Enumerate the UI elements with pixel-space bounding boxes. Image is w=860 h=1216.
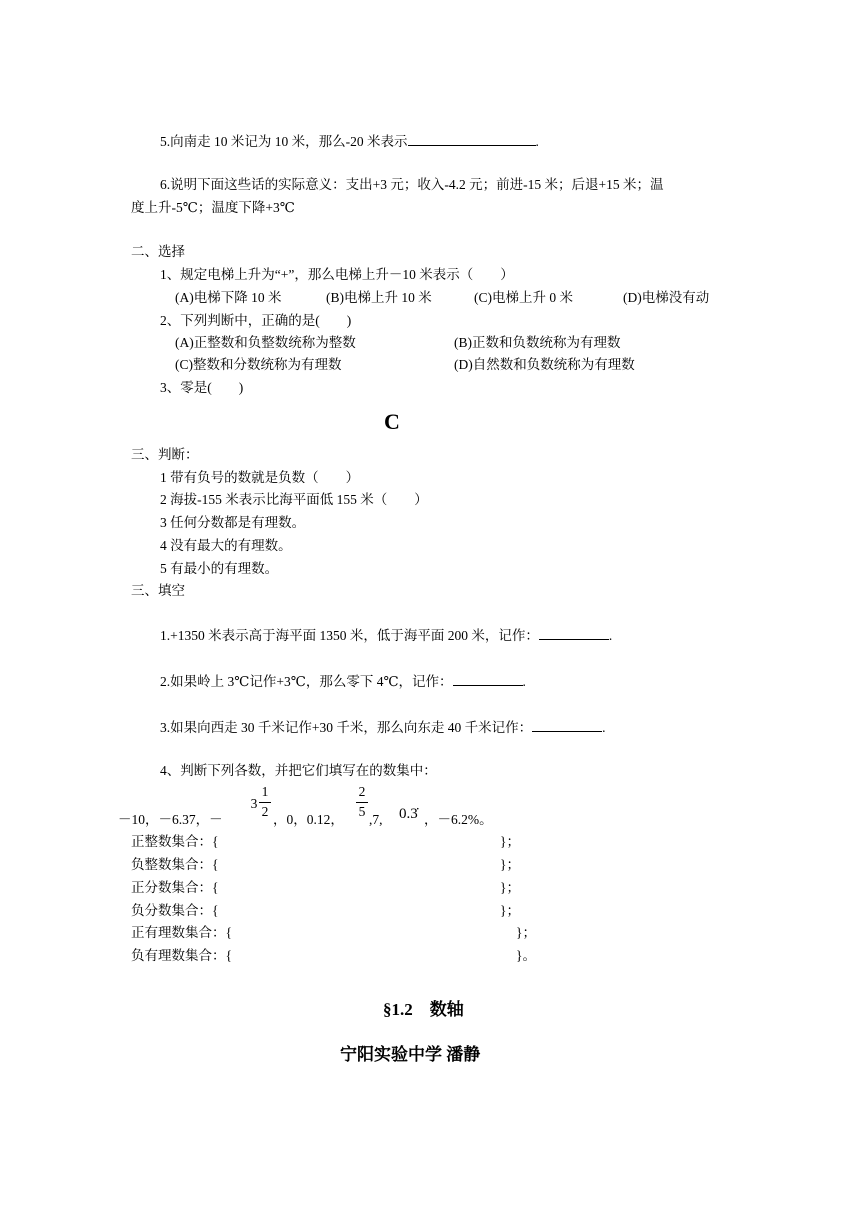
set-negative-rationals-label: 负有理数集合：{ <box>131 948 232 963</box>
fraction-2-bar <box>356 802 368 803</box>
fraction-2-denominator: 5 <box>358 804 366 819</box>
fraction-2-numerator: 2 <box>358 784 366 799</box>
answer-blank[interactable] <box>453 673 523 686</box>
fill-question-2-text: 2.如果岭上 3℃记作+3℃，那么零下 4℃，记作： <box>160 674 453 689</box>
repeating-decimal: 0.3̇ <box>399 806 418 822</box>
set-positive-fractions-label: 正分数集合：{ <box>131 880 219 895</box>
judge-item-2: 2 海拔-155 米表示比海平面低 155 米（ ） <box>160 492 428 507</box>
fraction-1-denominator: 2 <box>261 804 269 819</box>
number-list-part-2: ，0，0.12， <box>273 812 344 827</box>
set-positive-fractions-close: }； <box>500 880 520 895</box>
choice-1-option-c: (C)电梯上升 0 米 <box>474 290 573 305</box>
number-list-part-3: ,7, <box>369 812 383 827</box>
set-negative-integers-close: }； <box>500 857 520 872</box>
fill-question-2: 2.如果岭上 3℃记作+3℃，那么零下 4℃，记作： . <box>160 674 526 689</box>
choice-question-3: 3、零是( ) <box>160 380 244 395</box>
answer-blank[interactable] <box>408 133 536 146</box>
choice-1-option-b: (B)电梯上升 10 米 <box>326 290 432 305</box>
choice-question-1: 1、规定电梯上升为“+”，那么电梯上升－10 米表示（ ） <box>160 267 514 282</box>
number-list-part-4: ，－6.2%。 <box>424 812 493 827</box>
fill-heading: 三、填空 <box>131 583 185 598</box>
section-c-label: C <box>384 409 400 434</box>
fill-question-1-text: 1.+1350 米表示高于海平面 1350 米，低于海平面 200 米，记作： <box>160 628 539 643</box>
fraction-1-bar <box>259 802 271 803</box>
choice-1-option-a: (A)电梯下降 10 米 <box>175 290 282 305</box>
set-negative-rationals-close: }。 <box>516 948 536 963</box>
question-5: 5.向南走 10 米记为 10 米，那么-20 米表示 . <box>160 134 539 149</box>
fraction-1-numerator: 1 <box>261 784 269 799</box>
choice-2-option-b: (B)正数和负数统称为有理数 <box>454 335 621 350</box>
choice-2-option-a: (A)正整数和负整数统称为整数 <box>175 335 356 350</box>
set-positive-integers-close: }； <box>500 834 520 849</box>
mixed-number-whole: 3 <box>250 796 258 811</box>
choice-2-option-c: (C)整数和分数统称为有理数 <box>175 357 342 372</box>
question-6-line1: 6.说明下面这些话的实际意义：支出+3 元；收入-4.2 元；前进-15 米；后退+15 米；温 <box>160 177 664 192</box>
fill-question-3: 3.如果向西走 30 千米记作+30 千米，那么向东走 40 千米记作： . <box>160 720 606 735</box>
judge-item-3: 3 任何分数都是有理数。 <box>160 515 306 530</box>
author-line: 宁阳实验中学 潘静 <box>340 1045 481 1064</box>
set-positive-rationals-label: 正有理数集合：{ <box>131 925 232 940</box>
set-negative-integers-label: 负整数集合：{ <box>131 857 219 872</box>
choice-question-2: 2、下列判断中，正确的是( ) <box>160 313 352 328</box>
choice-heading: 二、选择 <box>131 244 185 259</box>
number-list-part-1: －10，－6.37，－ <box>118 812 223 827</box>
answer-blank[interactable] <box>539 627 609 640</box>
fill-question-1: 1.+1350 米表示高于海平面 1350 米，低于海平面 200 米，记作： . <box>160 628 613 643</box>
fill-question-3-text: 3.如果向西走 30 千米记作+30 千米，那么向东走 40 千米记作： <box>160 720 533 735</box>
judge-item-4: 4 没有最大的有理数。 <box>160 538 292 553</box>
question-6-line2: 度上升-5℃；温度下降+3℃ <box>131 200 295 215</box>
question-5-text: 5.向南走 10 米记为 10 米，那么-20 米表示 <box>160 134 408 149</box>
judge-heading: 三、判断： <box>131 447 199 462</box>
set-negative-fractions-label: 负分数集合：{ <box>131 903 219 918</box>
choice-1-option-d: (D)电梯没有动 <box>623 290 710 305</box>
set-negative-fractions-close: }； <box>500 903 520 918</box>
set-positive-rationals-close: }； <box>516 925 536 940</box>
set-positive-integers-label: 正整数集合：{ <box>131 834 219 849</box>
section-title: §1.2 数轴 <box>383 1000 464 1019</box>
fill-question-4: 4、判断下列各数，并把它们填写在的数集中： <box>160 763 437 778</box>
judge-item-5: 5 有最小的有理数。 <box>160 561 279 576</box>
answer-blank[interactable] <box>532 719 602 732</box>
judge-item-1: 1 带有负号的数就是负数（ ） <box>160 470 360 485</box>
choice-2-option-d: (D)自然数和负数统称为有理数 <box>454 357 635 372</box>
